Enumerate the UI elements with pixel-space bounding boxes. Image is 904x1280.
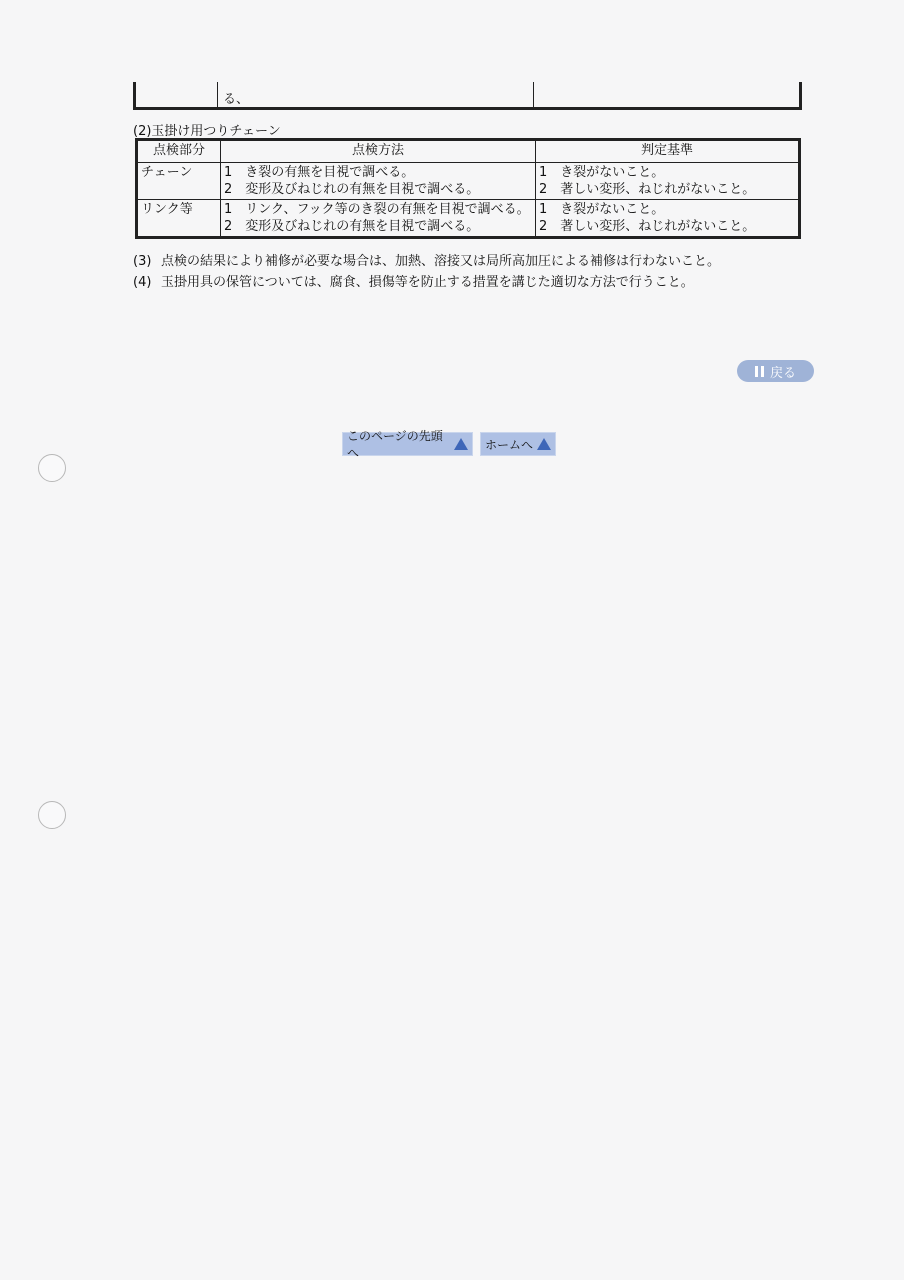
- page-top-label: このページの先頭へ: [347, 429, 443, 460]
- table-row: [137, 163, 800, 200]
- note-number: (3): [133, 254, 152, 269]
- method-line: 1 き裂の有無を目視で調べる。: [224, 165, 415, 180]
- home-button[interactable]: [480, 432, 556, 456]
- back-button-label: 戻る: [769, 365, 796, 381]
- column-header: 判定基準: [536, 140, 800, 163]
- criteria-cell: [536, 163, 800, 200]
- previous-table-fragment: [133, 82, 802, 110]
- part-cell: チェーン: [137, 163, 221, 200]
- up-triangle-icon: [537, 438, 551, 450]
- criteria-line: 1 き裂がないこと。: [539, 165, 665, 180]
- method-line: 2 変形及びねじれの有無を目視で調べる。: [224, 182, 480, 197]
- column-header: 点検方法: [221, 140, 536, 163]
- table-cell-text: る、: [223, 92, 250, 107]
- note-text: 玉掛用具の保管については、腐食、損傷等を防止する措置を講じた適切な方法で行うこと。: [161, 275, 694, 290]
- back-button[interactable]: [737, 360, 814, 382]
- section-title: (2)玉掛け用つりチェーン: [133, 124, 281, 139]
- column-header: 点検部分: [137, 140, 221, 163]
- part-cell: リンク等: [137, 200, 221, 238]
- criteria-line: 1 き裂がないこと。: [539, 202, 665, 217]
- method-line: 1 リンク、フック等のき裂の有無を目視で調べる。: [224, 202, 530, 217]
- page-top-button[interactable]: [342, 429, 473, 460]
- note-item: [133, 250, 720, 269]
- note-number: (4): [133, 275, 152, 290]
- note-text: 点検の結果により補修が必要な場合は、加熱、溶接又は局所高加圧による補修は行わないこと。: [161, 254, 721, 269]
- punch-hole: [38, 801, 66, 829]
- table-row: [137, 200, 800, 238]
- punch-hole: [38, 454, 66, 482]
- note-item: [133, 271, 694, 290]
- method-cell: [221, 163, 536, 200]
- table-divider: [217, 82, 218, 107]
- criteria-line: 2 著しい変形、ねじれがないこと。: [539, 182, 756, 197]
- home-label: ホームへ: [485, 437, 534, 452]
- criteria-line: 2 著しい変形、ねじれがないこと。: [539, 219, 756, 234]
- method-cell: [221, 200, 536, 238]
- inspection-table: [135, 138, 801, 239]
- table-header-row: [137, 140, 800, 163]
- up-triangle-icon: [454, 438, 468, 450]
- pause-icon: [755, 366, 764, 377]
- table-divider: [533, 82, 534, 107]
- method-line: 2 変形及びねじれの有無を目視で調べる。: [224, 219, 480, 234]
- criteria-cell: [536, 200, 800, 238]
